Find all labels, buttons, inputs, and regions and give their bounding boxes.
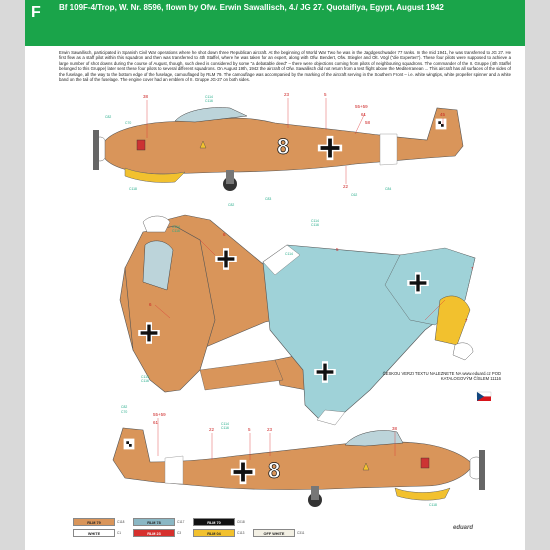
code-c70: C70 [125, 121, 132, 125]
swatch-rlm78: RLM 78 [133, 518, 175, 526]
code-c114e: C114 [285, 252, 293, 256]
code-c116: C116 [205, 99, 213, 103]
callout-5c: 5 [248, 427, 251, 432]
swatch-rlm04: RLM 04 [193, 529, 235, 537]
aircraft-number: 8 [277, 134, 290, 159]
code-c118: C118 [129, 187, 137, 191]
czech-flag-icon [477, 392, 491, 401]
code-c114d: C114 [311, 219, 319, 223]
code-c114: C114 [205, 95, 213, 99]
code-c82: C82 [105, 115, 112, 119]
callout-22b: 22 [209, 427, 215, 432]
callout-22: 22 [343, 184, 349, 189]
profile-title: Bf 109F-4/Trop, W. Nr. 8596, flown by Ofw. Erwin Sawallisch, 4./ JG 27. Quotaifiya, Egypt, August 1942 [59, 3, 444, 12]
swatch-rlm79-code: C118 [117, 520, 125, 524]
code-c118b: C118 [429, 503, 437, 507]
code-c70b: C70 [121, 410, 128, 414]
swatch-rlm04-code: C113 [237, 531, 245, 535]
code-c114c: C114 [141, 375, 149, 379]
swatch-white: WHITE [73, 529, 115, 537]
callout-58: 58 [365, 120, 371, 125]
code-c114b: C114 [172, 225, 180, 229]
callout-61b: 61 [153, 420, 159, 425]
side-profile-left [93, 108, 463, 191]
swatch-rlm70: RLM 70 [193, 518, 235, 526]
swatch-white-code: C1 [117, 531, 122, 535]
callout-6b: 6 [149, 302, 152, 307]
code-c116d: C116 [311, 223, 319, 227]
callout-23: 23 [284, 92, 290, 97]
code-c82b: C82 [228, 203, 235, 207]
czech-note: ČESKOU VERZI TEXTU NALEZNETE NA www.eduard.cz POD KATALOGOVÝM ČÍSLEM 11116 [382, 371, 501, 381]
callout-5: 5 [324, 92, 327, 97]
callout-38: 38 [143, 94, 149, 99]
swatch-rlm23-code: C3 [177, 531, 182, 535]
profile-letter: F [31, 4, 41, 21]
callout-61: 61 [361, 112, 367, 117]
callout-6a: 6 [223, 232, 226, 237]
callout-55-59: 55+59 [355, 104, 368, 109]
callout-55-59b: 55+59 [153, 412, 166, 417]
callout-5b: 5 [336, 247, 339, 252]
code-c83: C83 [265, 197, 272, 201]
swatch-rlm70-code: C018 [237, 520, 245, 524]
lower-plan-view [263, 245, 475, 425]
swatch-rlm78-code: C117 [177, 520, 185, 524]
swatch-off-white-code: C311 [297, 531, 305, 535]
code-c114f: C114 [221, 422, 229, 426]
aircraft-number-2: 8 [268, 458, 281, 483]
callout-7a: 7 [471, 266, 474, 271]
side-profile-right [113, 428, 485, 507]
swatch-off-white: OFF WHITE [253, 529, 295, 537]
aircraft-artwork [25, 0, 525, 550]
code-c84: C84 [385, 187, 392, 191]
history-text: Erwin Sawallisch, participated in Spanish Civil War operations where he shot down three Republican aircraft. At the beginning of World War Two he was in the Jagdgeschwader 77 ranks. In the mid 1941, he was transferred to JG 27. He first flew as a staff pilot within this squadron and then was transferred to 4th Staffel, where he was taken for an expert, along with Ofw. Bendert, Ofw. Stiegler and Olt. Vögl ("die Experten"). These four pilots were supposed to achieve a large number of shot downs during the course of August, though, such deed is considered by some "a debatable deed" – there were objections coming from pilots of neighbouring squadrons. The commander of the II. Gruppe (4th Staffel belonged to this Gruppe) later sent these four pilots to several different squadrons. On August 19th, 1942 the aircraft of Ofw. Sawallisch did not return from a test flight above the Mediterranean ... This aircraft has all surfaces of the sides of the fuselage, all the way to the bottom edge of the fuselage, camouflaged by RLM 79. The camouflage was accompanied by the marking of the aircraft serving in the Southern Front – i.e. white wingtips, white propeller spinner and a white band on the tail of the fuselage. The engine cover had an emblem of II. Gruppe JG-27 on both sides. [59, 50, 511, 83]
callout-7b: 7 [465, 318, 468, 323]
callout-23b: 23 [267, 427, 273, 432]
paint-swatches [73, 518, 409, 540]
swatch-rlm79: RLM 79 [73, 518, 115, 526]
code-c116b: C116 [172, 229, 180, 233]
callout-45: 45 [440, 112, 446, 117]
profile-sheet [25, 0, 525, 550]
code-c116f: C116 [221, 426, 229, 430]
code-c62: C62 [351, 193, 358, 197]
code-c116c: C116 [141, 379, 149, 383]
swatch-rlm23: RLM 23 [133, 529, 175, 537]
callout-38b: 38 [392, 426, 398, 431]
code-c82c: C82 [121, 405, 128, 409]
eduard-logo: eduard [453, 525, 474, 531]
